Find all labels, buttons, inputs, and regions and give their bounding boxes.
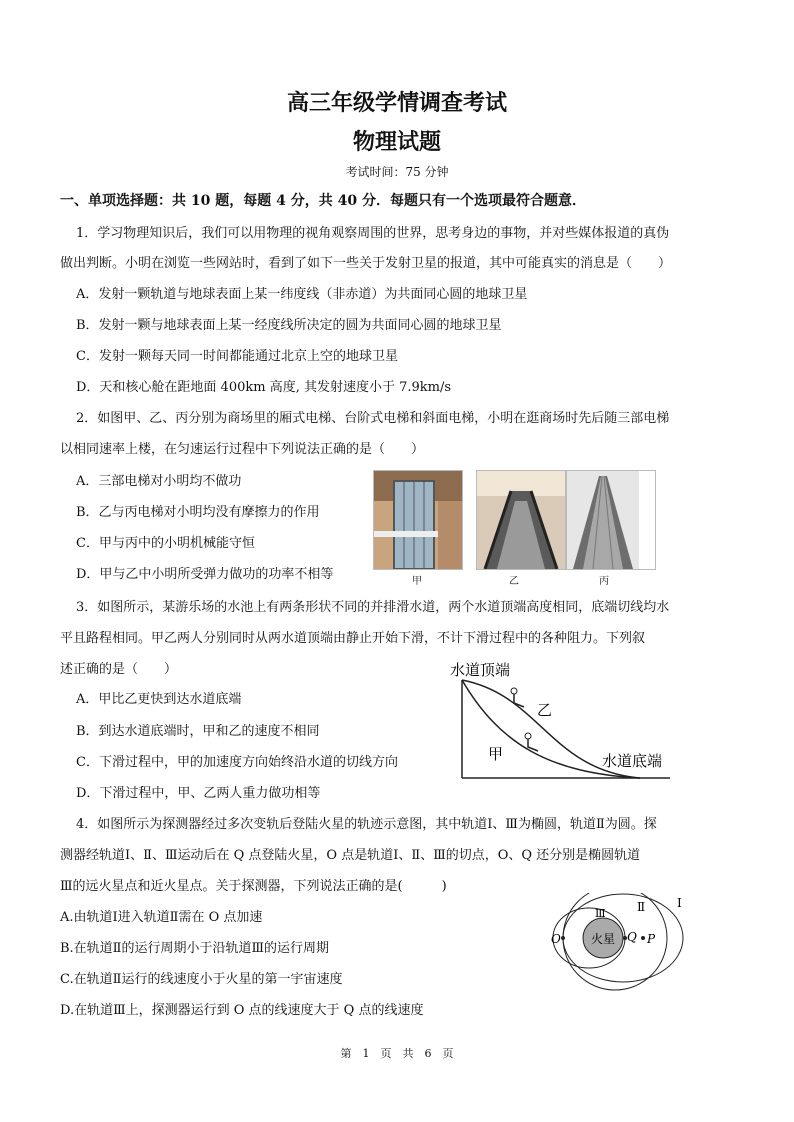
q3-stem-1: 3．如图所示，某游乐场的水池上有两条形状不同的并排滑水道，两个水道顶端高度相同，底端切线均水 [76,600,670,615]
point-p [641,936,645,940]
q1-option-c: C．发射一颗每天同一时间都能通过北京上空的地球卫星 [76,349,398,364]
q4-option-c: C.在轨道Ⅱ运行的线速度小于火星的第一宇宙速度 [60,972,343,987]
q3-option-a: A．甲比乙更快到达水道底端 [76,692,242,707]
q3-option-d: D．下滑过程中，甲、乙两人重力做功相等 [76,786,321,801]
q4-option-b: B.在轨道Ⅱ的运行周期小于沿轨道Ⅲ的运行周期 [60,941,330,956]
label-slide-bottom: 水道底端 [602,752,663,770]
section-heading: 一、单项选择题：共 10 题，每题 4 分，共 40 分．每题只有一个选项最符合题意． [60,193,586,209]
q1-option-b: B．发射一颗与地球表面上某一经度线所决定的圆为共面同心圆的地球卫星 [76,318,502,333]
escalator-photo [476,470,566,570]
q1-option-d: D．天和核心舱在距地面 400km 高度, 其发射速度小于 7.9km/s [76,380,452,395]
q4-stem-1: 4．如图所示为探测器经过多次变轨后登陆火星的轨迹示意图，其中轨道Ⅰ、Ⅲ为椭圆，轨道Ⅱ为圆。探 [76,817,657,832]
label-slide-top: 水道顶端 [450,661,511,679]
moving-walkway-photo [566,470,656,570]
q4-stem-3: Ⅲ的远火星点和近火星点。关于探测器，下列说法正确的是( ) [60,879,447,894]
page-footer: 第 1 页 共 6 页 [340,1047,454,1060]
label-o: O [551,932,561,946]
exam-time: 考试时间：75 分钟 [345,165,449,179]
subject-title: 物理试题 [352,130,441,155]
q2-option-c: C．甲与丙中的小明机械能守恒 [76,536,255,551]
label-p: P [647,932,656,946]
q4-option-d: D.在轨道Ⅲ上，探测器运行到 O 点的线速度大于 Q 点的线速度 [60,1003,424,1018]
q2-option-a: A．三部电梯对小明均不做功 [76,474,242,489]
caption-yi: 乙 [509,576,519,587]
q4-stem-2: 测器经轨道Ⅰ、Ⅱ、Ⅲ运动后在 Q 点登陆火星，O 点是轨道Ⅰ、Ⅱ、Ⅲ的切点，O、Q 还分别是椭圆轨道 [60,848,641,863]
point-o [561,936,565,940]
q2-stem-1: 2．如图甲、乙、丙分别为商场里的厢式电梯、台阶式电梯和斜面电梯，小明在逛商场时先后随三部电梯 [76,411,670,426]
label-orbit-3: Ⅲ [595,907,606,920]
q2-stem-2: 以相同速率上楼，在匀速运行过程中下列说法正确的是（ ） [60,442,425,457]
q2-option-d: D．甲与乙中小明所受弹力做功的功率不相等 [76,567,334,582]
caption-bing: 丙 [599,576,609,587]
label-jia: 甲 [488,745,504,763]
label-q: Q [627,930,637,944]
q1-stem-1: 1．学习物理知识后，我们可以用物理的视角观察周围的世界，思考身边的事物，并对些媒体报道的真伪 [76,226,670,241]
q3-option-b: B．到达水道底端时，甲和乙的速度不相同 [76,724,320,739]
q2-option-b: B．乙与丙电梯对小明均没有摩擦力的作用 [76,505,320,520]
label-orbit-2: Ⅱ [637,900,646,914]
q3-option-c: C．下滑过程中，甲的加速度方向始终沿水道的切线方向 [76,755,398,770]
q1-stem-2: 做出判断。小明在浏览一些网站时，看到了如下一些关于发射卫星的报道，其中可能真实的消息是（ ） [60,256,672,271]
q4-option-a: A.由轨道Ⅰ进入轨道Ⅱ需在 O 点加速 [60,910,263,925]
caption-jia: 甲 [412,576,422,587]
exam-title: 高三年级学情调查考试 [286,91,507,116]
q1-option-a: A．发射一颗轨道与地球表面上某一纬度线（非赤道）为共面同心圆的地球卫星 [76,287,528,302]
mars-orbit-diagram [545,893,695,993]
label-mars: 火星 [591,932,616,946]
elevator-photo [373,470,463,570]
water-slide-diagram [440,655,690,785]
q3-stem-2: 平且路程相同。甲乙两人分别同时从两水道顶端由静止开始下滑，不计下滑过程中的各种阻力。下列叙 [60,631,646,646]
q3-stem-3: 述正确的是（ ） [60,662,178,677]
label-yi: 乙 [537,701,553,719]
label-orbit-1: Ⅰ [677,896,682,910]
